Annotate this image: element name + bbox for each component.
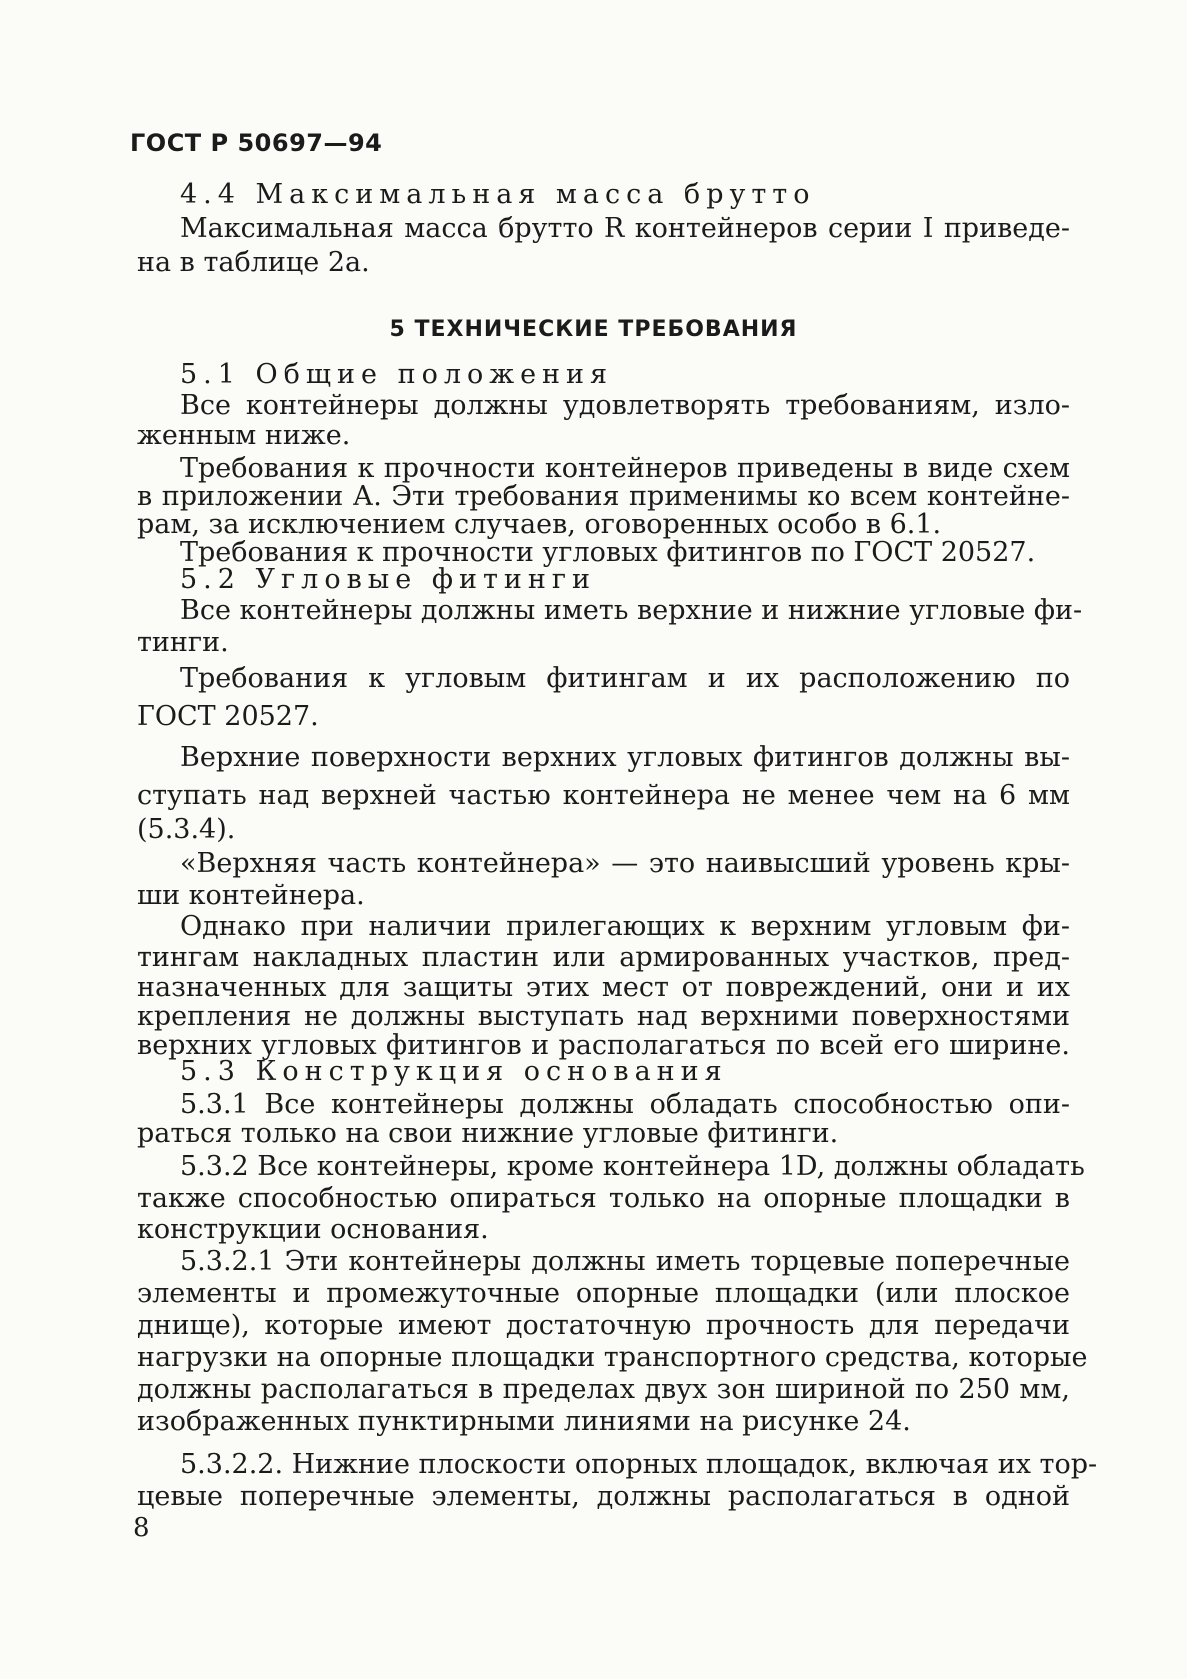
subsection-heading-4-4: 4.4 Максимальная масса брутто — [180, 179, 816, 210]
text-line: Требования к прочности контейнеров приведены в виде схем — [180, 453, 1070, 484]
text-line: элементы и промежуточные опорные площадки (или плоское — [137, 1278, 1070, 1309]
text-line: 5.3.2.2. Нижние плоскости опорных площадок, включая их тор- — [180, 1449, 1098, 1480]
text-line: тингам накладных пластин или армированных участков, пред- — [137, 942, 1070, 973]
text-line: Все контейнеры должны удовлетворять требованиям, изло- — [180, 390, 1070, 421]
text-line: Максимальная масса брутто R контейнеров серии I приведе- — [180, 213, 1070, 244]
text-line: Все контейнеры должны иметь верхние и нижние угловые фи- — [180, 595, 1083, 626]
text-line: на в таблице 2а. — [137, 247, 370, 278]
text-line: 5.3.2 Все контейнеры, кроме контейнера 1D, должны обладать — [180, 1151, 1085, 1182]
text-line: изображенных пунктирными линиями на рисунке 24. — [137, 1406, 911, 1437]
subsection-heading-5-2: 5.2 Угловые фитинги — [180, 564, 597, 595]
text-line: конструкции основания. — [137, 1214, 489, 1245]
text-line: днище), которые имеют достаточную прочность для передачи — [137, 1310, 1070, 1341]
text-line: (5.3.4). — [137, 814, 236, 845]
text-line: нагрузки на опорные площадки транспортного средства, которые — [137, 1342, 1088, 1373]
text-line: также способностью опираться только на опорные площадки в — [137, 1183, 1070, 1214]
text-line: крепления не должны выступать над верхними поверхностями — [137, 1001, 1070, 1032]
page-number: 8 — [133, 1513, 150, 1543]
text-line: Требования к прочности угловых фитингов по ГОСТ 20527. — [180, 537, 1036, 568]
text-line: цевые поперечные элементы, должны располагаться в одной — [137, 1481, 1070, 1512]
subsection-heading-5-3: 5.3 Конструкция основания — [180, 1056, 728, 1087]
text-line: ГОСТ 20527. — [137, 701, 319, 732]
text-line: 5.3.1 Все контейнеры должны обладать способностью опи- — [180, 1089, 1070, 1120]
text-line: женным ниже. — [137, 420, 351, 451]
text-line: назначенных для защиты этих мест от повреждений, они и их — [137, 972, 1070, 1003]
text-line: раться только на свои нижние угловые фитинги. — [137, 1118, 839, 1149]
text-line: должны располагаться в пределах двух зон шириной по 250 мм, — [137, 1374, 1070, 1405]
text-line: ступать над верхней частью контейнера не менее чем на 6 мм — [137, 780, 1070, 811]
text-line: рам, за исключением случаев, оговоренных особо в 6.1. — [137, 509, 942, 540]
text-line: в приложении А. Эти требования применимы ко всем контейне- — [137, 481, 1070, 512]
subsection-heading-5-1: 5.1 Общие положения — [180, 359, 614, 390]
text-line: Верхние поверхности верхних угловых фитингов должны вы- — [180, 742, 1070, 773]
text-line: ши контейнера. — [137, 880, 365, 911]
text-line: верхних угловых фитингов и располагаться по всей его ширине. — [137, 1030, 1070, 1061]
section-title: 5 ТЕХНИЧЕСКИЕ ТРЕБОВАНИЯ — [389, 317, 798, 342]
text-line: «Верхняя часть контейнера» — это наивысший уровень кры- — [180, 848, 1070, 879]
text-line: 5.3.2.1 Эти контейнеры должны иметь торцевые поперечные — [180, 1246, 1070, 1277]
text-line: Однако при наличии прилегающих к верхним угловым фи- — [180, 911, 1070, 942]
text-line: Требования к угловым фитингам и их расположению по — [180, 663, 1070, 694]
text-line: тинги. — [137, 627, 229, 658]
standard-header: ГОСТ Р 50697—94 — [130, 129, 383, 157]
